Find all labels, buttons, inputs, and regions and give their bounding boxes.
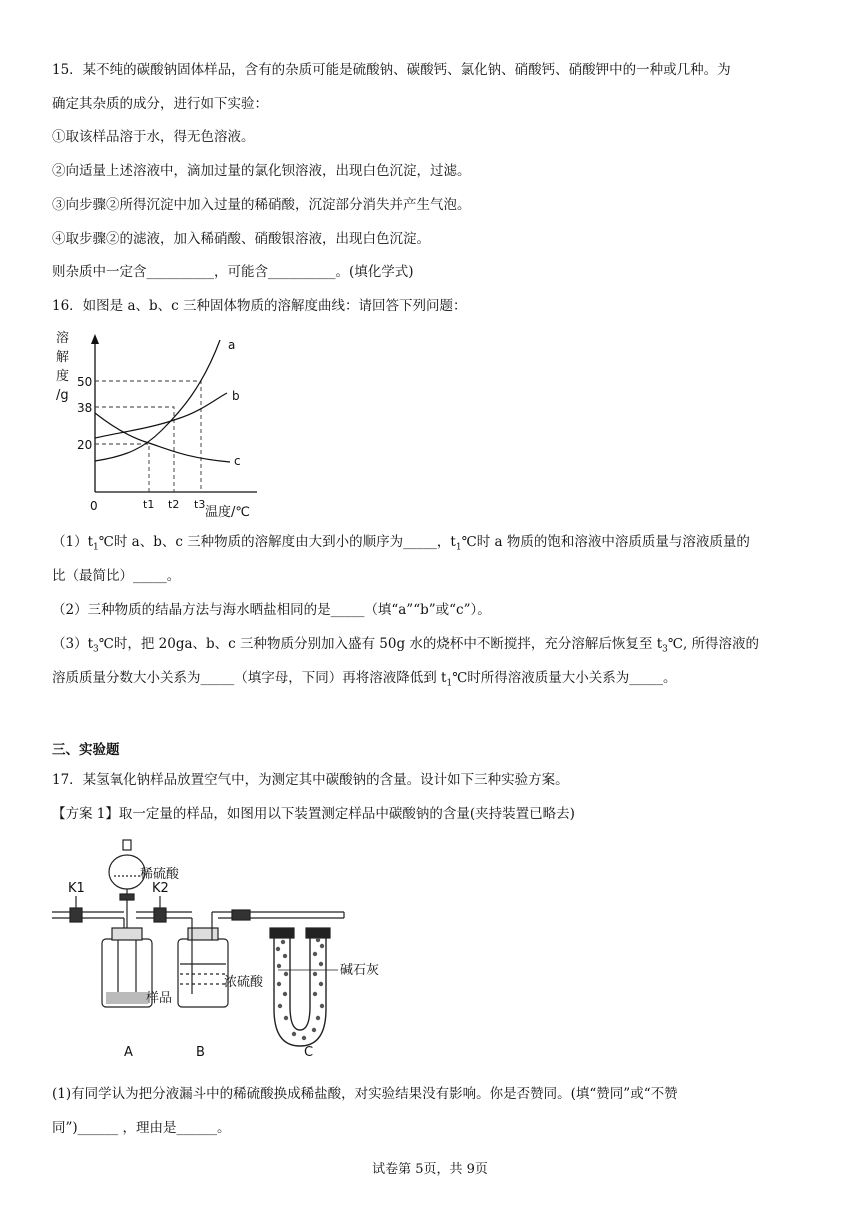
q15-step1: ①取该样品溶于水，得无色溶液。: [52, 129, 255, 145]
q16-p1-b: ℃时 a、b、c 三种物质的溶解度由大到小的顺序为_____，t: [98, 534, 456, 550]
k2-label: K2: [152, 881, 169, 896]
u-tube-c: [274, 932, 326, 1046]
chart-origin: 0: [90, 499, 98, 513]
q15-step2: ②向适量上述溶液中，滴加过量的氯化钡溶液，出现白色沉淀，过滤。: [52, 163, 471, 179]
q16-part1-line2: 比（最简比）_____。: [52, 568, 181, 584]
q15-step4: ④取步骤②的滤液，加入稀硝酸、硝酸银溶液，出现白色沉淀。: [52, 231, 430, 247]
label-a: A: [124, 1045, 133, 1060]
q15-question: 则杂质中一定含__________，可能含__________。(填化学式): [52, 264, 414, 280]
q16-p1-a: （1）t: [52, 534, 94, 550]
chart-xtick-t2: t2: [168, 498, 180, 511]
chart-xlabel: 温度/℃: [205, 505, 250, 520]
q16-p3-b: ℃时，把 20ga、b、c 三种物质分别加入盛有 50g 水的烧杯中不断搅拌，充分溶解后恢复至 t: [98, 636, 663, 652]
chart-guide-50: [95, 381, 201, 492]
q17-part1-line2: 同”)______ ，理由是______。: [52, 1120, 231, 1136]
k1-clamp: [70, 908, 82, 922]
sub-1: 1: [446, 678, 453, 689]
q16-part1-line1: [52, 532, 750, 558]
q16-p3-a: （3）t: [52, 636, 94, 652]
chart-xtick-t3: t3: [194, 498, 206, 511]
q16-part3-line1: [52, 634, 759, 660]
chart-y-arrow: [91, 334, 99, 344]
k1-label: K1: [68, 881, 85, 896]
chart-ylabel-char4: /g: [56, 388, 69, 403]
chart-ylabel-char2: 解: [56, 350, 70, 365]
q16-p3-e: ℃时所得溶液质量大小关系为_____。: [452, 670, 677, 686]
chart-ylabel-char3: 度: [56, 369, 70, 384]
q16-part2: （2）三种物质的结晶方法与海水晒盐相同的是_____（填“a”“b”或“c”）。: [52, 602, 491, 618]
page-footer: 试卷第 5页，共 9页: [372, 1162, 488, 1177]
soda-lime-granules: [276, 938, 324, 1040]
sample-label: 样品: [146, 991, 173, 1006]
q16-p1-c: ℃时 a 物质的饱和溶液中溶质质量与溶液质量的: [461, 534, 750, 550]
curve-a-label: a: [228, 338, 236, 352]
sub-1: 1: [455, 542, 462, 553]
section-title: 三、实验题: [52, 742, 120, 758]
curve-c: [95, 413, 230, 462]
q15-line2: 确定其杂质的成分，进行如下实验：: [52, 96, 268, 112]
sub-3: 3: [662, 644, 668, 655]
q17-part1-line1: (1)有同学认为把分液漏斗中的稀硫酸换成稀盐酸，对实验结果没有影响。你是否赞同。(填“赞同”或“不赞: [52, 1086, 678, 1102]
acid-label: 稀硫酸: [140, 867, 180, 882]
q16-part3-line2: [52, 668, 677, 694]
bottle-b: [178, 939, 228, 1007]
conc-acid-label: 浓硫酸: [224, 975, 264, 990]
chart-ylabel-char1: 溶: [56, 331, 70, 346]
q16-p3-d: 溶质质量分数大小关系为_____（填字母，下同）再将溶液降低到 t: [52, 670, 447, 686]
curve-a: [95, 340, 220, 461]
label-c: C: [304, 1045, 314, 1060]
chart-ytick-50: 50: [77, 375, 93, 389]
solubility-chart: [52, 326, 272, 521]
apparatus-diagram: [52, 834, 380, 1064]
q16-intro: 16．如图是 a、b、c 三种固体物质的溶解度曲线：请回答下列问题：: [52, 298, 467, 314]
chart-guide-20: [95, 444, 149, 492]
curve-c-label: c: [234, 454, 241, 468]
q17-intro: 17．某氢氧化钠样品放置空气中，为测定其中碳酸钠的含量。设计如下三种实验方案。: [52, 772, 569, 788]
chart-ytick-20: 20: [77, 438, 93, 452]
chart-xtick-t1: t1: [143, 498, 155, 511]
q15-step3: ③向步骤②所得沉淀中加入过量的稀硝酸，沉淀部分消失并产生气泡。: [52, 197, 471, 213]
curve-b-label: b: [232, 389, 240, 403]
soda-lime-label: 碱石灰: [340, 963, 380, 978]
q16-p3-c: ℃, 所得溶液的: [667, 636, 760, 652]
chart-ytick-38: 38: [77, 401, 93, 415]
label-b: B: [196, 1045, 205, 1060]
sub-1: 1: [93, 542, 99, 553]
k2-clamp: [154, 908, 166, 922]
q15-line1: 15．某不纯的碳酸钠固体样品，含有的杂质可能是硫酸钠、碳酸钙、氯化钠、硝酸钙、硝酸钾中的一种或几种。为: [52, 62, 731, 78]
q17-plan1: 【方案 1】取一定量的样品，如图用以下装置测定样品中碳酸钠的含量(夹持装置已略去): [52, 806, 575, 822]
sub-3: 3: [93, 644, 99, 655]
